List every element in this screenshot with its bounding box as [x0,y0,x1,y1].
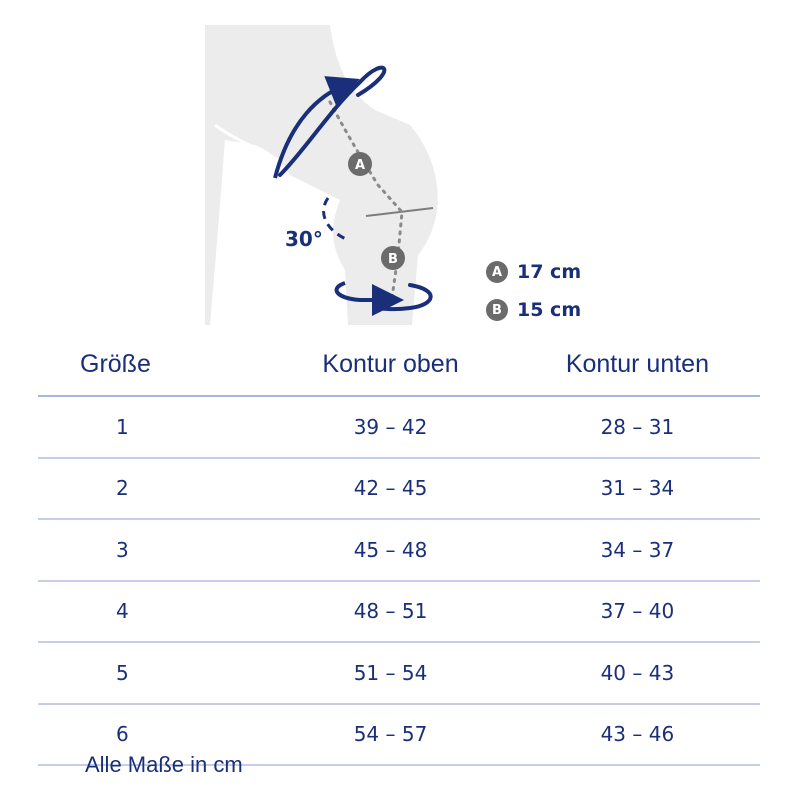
contour-bottom-cell: 37 – 40 [515,581,760,643]
size-cell: 2 [38,458,266,520]
table-row [38,581,760,643]
contour-top-cell: 51 – 54 [266,642,515,704]
contour-top-cell: 39 – 42 [266,396,515,458]
contour-bottom-cell: 40 – 43 [515,642,760,704]
leg-silhouette [205,25,438,325]
measurement-a [486,261,581,283]
contour-top-cell: 48 – 51 [266,581,515,643]
header-size: Größe [38,333,266,396]
contour-bottom-cell: 28 – 31 [515,396,760,458]
header-contour-bottom: Kontur unten [515,333,760,396]
size-cell: 6 [38,704,266,766]
table-header-row [38,333,760,396]
angle-label: 30° [285,227,323,251]
contour-bottom-cell: 43 – 46 [515,704,760,766]
marker-a-badge: A [486,261,508,283]
size-cell: 4 [38,581,266,643]
size-cell: 5 [38,642,266,704]
size-cell: 1 [38,396,266,458]
measurement-b-value: 15 cm [517,299,582,321]
table-row [38,396,760,458]
contour-top-cell: 42 – 45 [266,458,515,520]
marker-b-label: B [388,252,398,267]
knee-measurement-illustration [0,0,800,335]
table-row [38,458,760,520]
table-row [38,642,760,704]
contour-top-cell: 54 – 57 [266,704,515,766]
contour-bottom-cell: 34 – 37 [515,519,760,581]
marker-b-badge: B [486,299,508,321]
header-contour-top: Kontur oben [266,333,515,396]
size-cell: 3 [38,519,266,581]
contour-top-cell: 45 – 48 [266,519,515,581]
units-footnote: Alle Maße in cm [85,752,243,777]
table-row [38,519,760,581]
measurement-b [486,299,581,321]
measurement-a-value: 17 cm [517,261,582,283]
size-table [38,333,760,766]
marker-a-label: A [354,158,366,173]
contour-bottom-cell: 31 – 34 [515,458,760,520]
